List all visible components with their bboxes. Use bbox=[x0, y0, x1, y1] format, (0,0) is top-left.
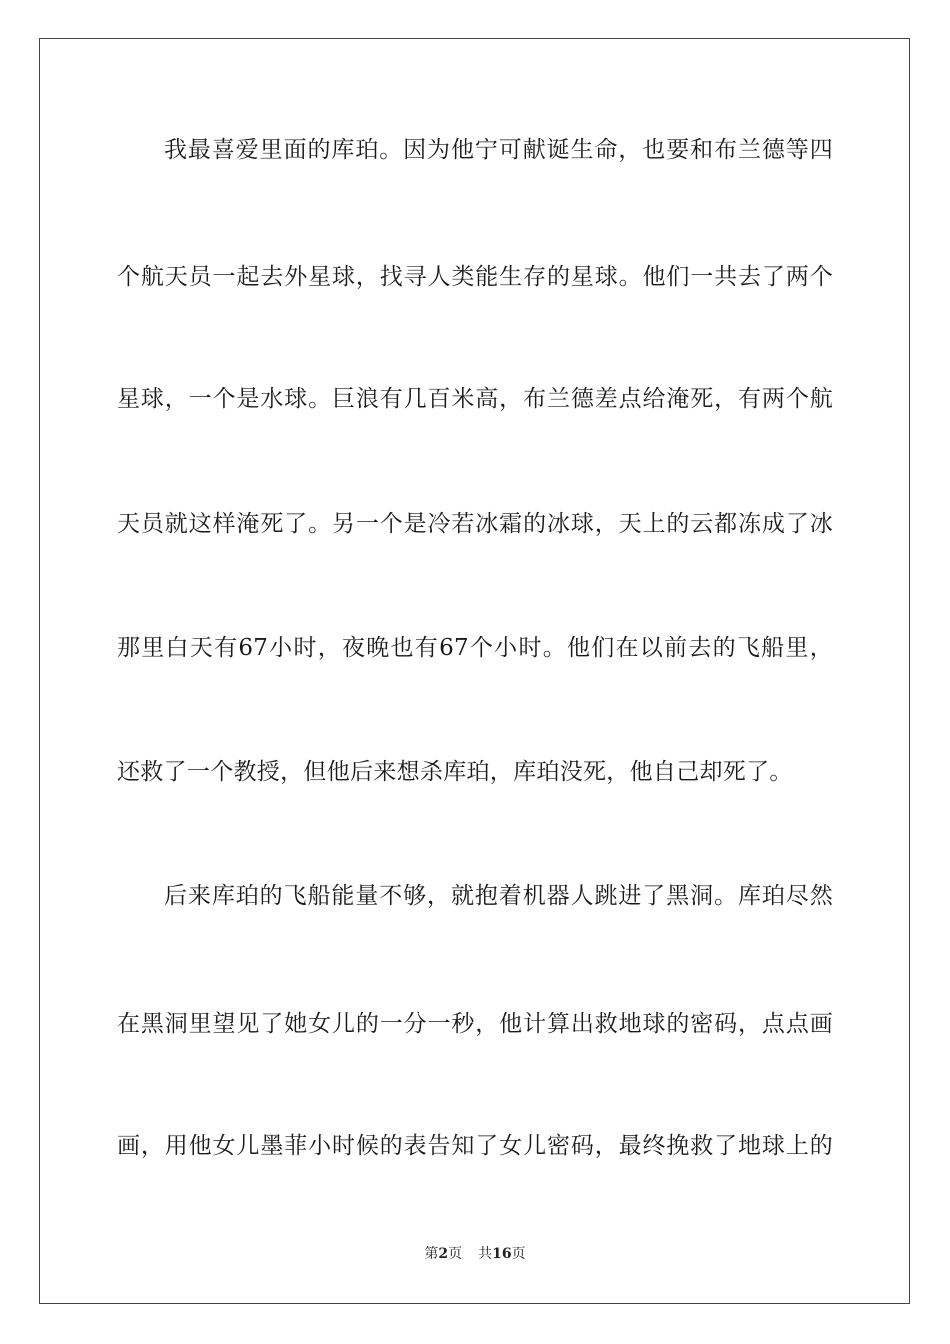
paragraph-2-line-1: 后来库珀的飞船能量不够，就抱着机器人跳进了黑洞。库珀尽然 bbox=[164, 883, 833, 909]
paragraph-2-line-3: 画，用他女儿墨菲小时候的表告知了女儿密码，最终挽救了地球上的 bbox=[117, 1133, 833, 1159]
paragraph-1-line-1: 我最喜爱里面的库珀。因为他宁可献诞生命，也要和布兰德等四 bbox=[164, 137, 833, 163]
paragraph-2-line-2: 在黑洞里望见了她女儿的一分一秒，他计算出救地球的密码，点点画 bbox=[117, 1011, 833, 1037]
page-suffix: 页 bbox=[448, 1246, 463, 1262]
paragraph-1-line-2: 个航天员一起去外星球，找寻人类能生存的星球。他们一共去了两个 bbox=[117, 264, 833, 290]
total-suffix: 页 bbox=[511, 1246, 526, 1262]
total-pages: 16 bbox=[492, 1246, 512, 1262]
page-border bbox=[39, 38, 910, 1304]
total-prefix: 共 bbox=[478, 1246, 493, 1262]
paragraph-1-line-5: 那里白天有67小时，夜晚也有67个小时。他们在以前去的飞船里， bbox=[117, 635, 833, 661]
page-prefix: 第 bbox=[424, 1246, 439, 1262]
paragraph-1-line-6: 还救了一个教授，但他后来想杀库珀，库珀没死，他自己却死了。 bbox=[117, 759, 793, 785]
page-number: 2 bbox=[438, 1246, 449, 1262]
paragraph-1-line-3: 星球，一个是水球。巨浪有几百米高，布兰德差点给淹死，有两个航 bbox=[117, 386, 833, 412]
page-footer bbox=[0, 1244, 950, 1264]
paragraph-1-line-4: 天员就这样淹死了。另一个是冷若冰霜的冰球，天上的云都冻成了冰 bbox=[117, 511, 833, 537]
